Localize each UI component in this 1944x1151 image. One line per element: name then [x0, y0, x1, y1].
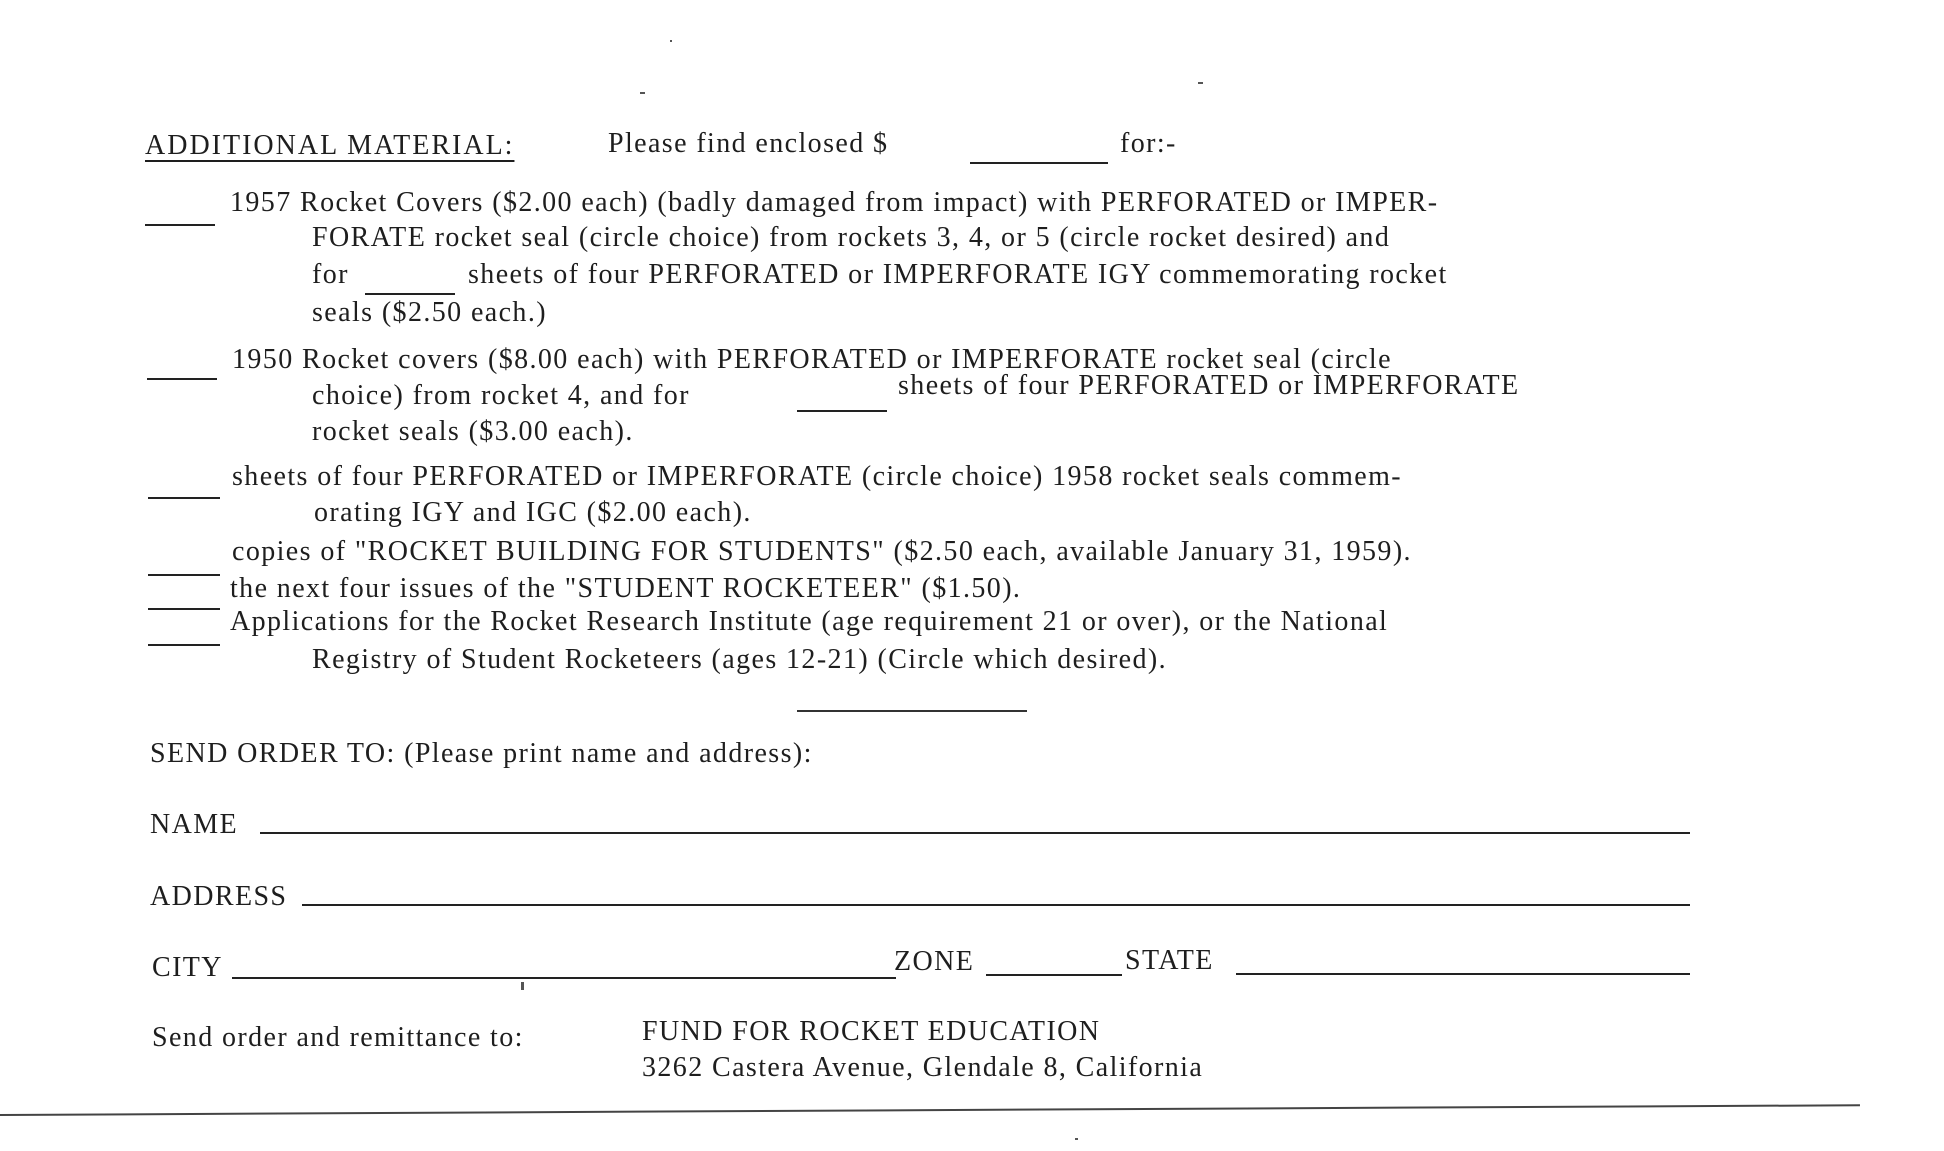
item-1957-line-3b: sheets of four PERFORATED or IMPERFORATE IGY commemorating rocket — [468, 259, 1448, 290]
enclosed-text: Please find enclosed $ — [608, 128, 889, 159]
item-1957-line-4: seals ($2.50 each.) — [312, 297, 547, 328]
item-1957-line-2: FORATE rocket seal (circle choice) from rockets 3, 4, or 5 (circle rocket desired) and — [312, 222, 1391, 253]
for-text: for:- — [1120, 128, 1177, 159]
item-1958-line-1: sheets of four PERFORATED or IMPERFORATE (circle choice) 1958 rocket seals commem- — [232, 461, 1403, 492]
remittance-org: FUND FOR ROCKET EDUCATION — [642, 1016, 1101, 1047]
remittance-label: Send order and remittance to: — [152, 1022, 524, 1053]
send-order-heading: SEND ORDER TO: (Please print name and address): — [150, 738, 813, 769]
quantity-blank-1957-sheets[interactable] — [365, 293, 455, 295]
item-applications-line-2: Registry of Student Rocketeers (ages 12-21) (Circle which desired). — [312, 644, 1168, 675]
section-title: ADDITIONAL MATERIAL: — [145, 130, 515, 161]
name-field[interactable] — [260, 832, 1690, 834]
section-divider — [797, 710, 1027, 712]
state-label: STATE — [1125, 945, 1214, 976]
scan-speck — [1075, 1138, 1078, 1140]
quantity-blank-book[interactable] — [148, 574, 220, 576]
item-applications-line-1: Applications for the Rocket Research Institute (age requirement 21 or over), or the National — [230, 606, 1389, 637]
item-1950-line-1: 1950 Rocket covers ($8.00 each) with PERFORATED or IMPERFORATE rocket seal (circle — [232, 344, 1392, 375]
address-label: ADDRESS — [150, 881, 288, 912]
item-1957-line-1: 1957 Rocket Covers ($2.00 each) (badly damaged from impact) with PERFORATED or IMPER- — [230, 187, 1439, 218]
quantity-blank-applications[interactable] — [148, 644, 220, 646]
zone-label: ZONE — [894, 946, 975, 977]
amount-blank[interactable] — [970, 162, 1108, 164]
scan-speck — [640, 92, 645, 94]
zone-field[interactable] — [986, 974, 1122, 976]
quantity-blank-1950-sheets[interactable] — [797, 410, 887, 412]
item-book: copies of "ROCKET BUILDING FOR STUDENTS" ($2.50 each, available January 31, 1959). — [232, 536, 1412, 567]
scan-speck — [670, 40, 672, 42]
city-field[interactable] — [232, 977, 896, 979]
quantity-blank-1950-covers[interactable] — [147, 378, 217, 380]
quantity-blank-magazine[interactable] — [148, 608, 220, 610]
item-1950-line-2a: choice) from rocket 4, and for — [312, 380, 690, 411]
item-1950-line-3: rocket seals ($3.00 each). — [312, 416, 634, 447]
item-1958-line-2: orating IGY and IGC ($2.00 each). — [314, 497, 752, 528]
item-1957-line-3a: for — [312, 259, 349, 290]
state-field[interactable] — [1236, 973, 1690, 975]
quantity-blank-1957-covers[interactable] — [145, 224, 215, 226]
card-bottom-edge — [0, 1104, 1860, 1116]
item-1950-line-2b: sheets of four PERFORATED or IMPERFORATE — [898, 370, 1520, 401]
remittance-address: 3262 Castera Avenue, Glendale 8, California — [642, 1052, 1204, 1083]
scan-speck — [1198, 82, 1203, 84]
scan-speck — [521, 982, 524, 990]
item-magazine: the next four issues of the "STUDENT ROCKETEER" ($1.50). — [230, 573, 1022, 604]
city-label: CITY — [152, 952, 223, 983]
address-field[interactable] — [302, 904, 1690, 906]
name-label: NAME — [150, 809, 239, 840]
quantity-blank-1958-seals[interactable] — [148, 497, 220, 499]
